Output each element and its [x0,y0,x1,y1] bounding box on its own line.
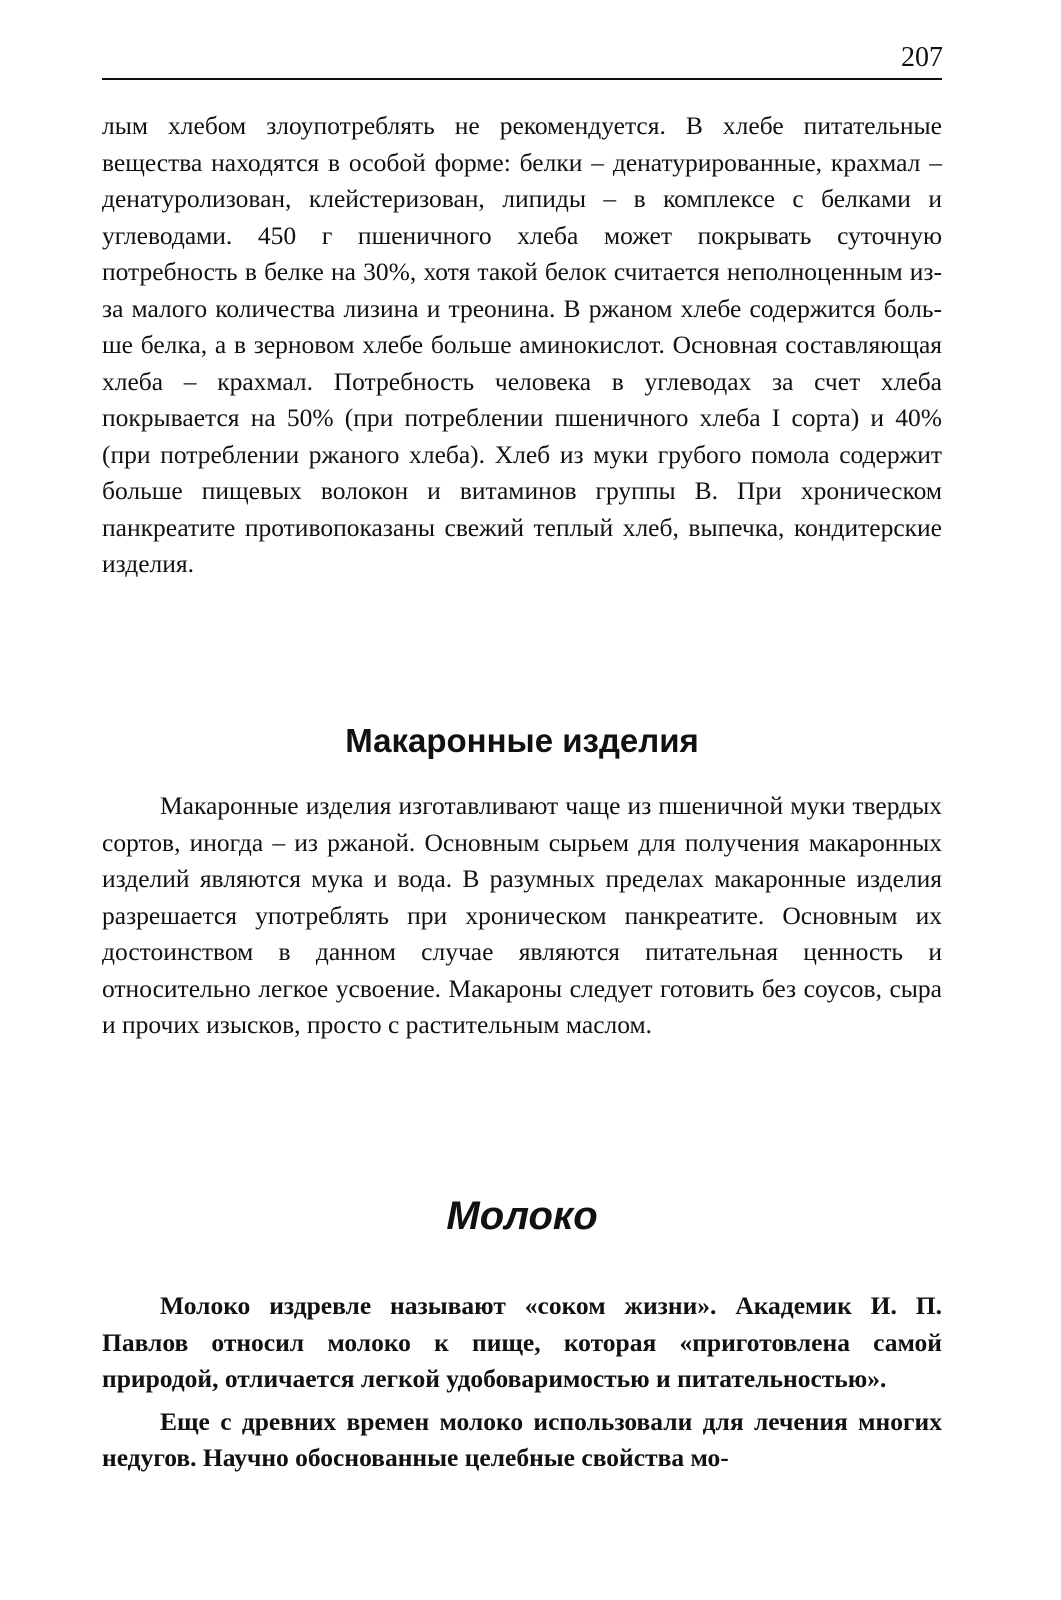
pasta-section-block [102,788,942,1044]
milk-chapter-heading: Молоко [446,1194,598,1238]
milk-paragraph-1: Молоко издревле называют «соком жизни». Академик И. П. Павлов относил молоко к пище, которая «приготовлена самой природой, отличается легкой удобоваримостью и питательностью». [102,1291,942,1393]
milk-section-block [102,1288,942,1477]
milk-paragraph-2: Еще с древних времен молоко использовали для лечения многих недугов. Научно обоснованные целебные свойства мо- [102,1406,942,1472]
bread-continuation-block [102,108,942,583]
pasta-paragraph: Макаронные изделия изготавливают чаще из пшеничной муки твердых сортов, иногда – из ржаной. Основным сырьем для получения макаронных изделий являются мука и вода. В разумных пределах макаронные изделия разрешается употреблять при хроническом панкреатите. Основным их достоинством в данном случае являются питательная ценность и относительно легкое усвоение. Макароны следует готовить без соусов, сыра и прочих изысков, просто с растительным маслом. [102,791,942,1039]
page-number: 207 [901,42,943,73]
header-rule [102,78,942,80]
bread-continuation-paragraph: лым хлебом злоупотреблять не рекомендуется. В хлебе питательные вещества находятся в особой форме: белки – денатурированные, крахмал – денатуролизован, клейстеризован, липиды – в комплексе с белками и углеводами. 450 г пшеничного хлеба может покрывать суточную потребность в белке на 30%, хотя такой белок считается неполноценным из-за малого количества лизина и треонина. В ржаном хлебе содержится больше белка, а в зерновом хлебе больше аминокислот. Основная составляющая хлеба – крахмал. Потребность человека в углеводах за счет хлеба покрывается на 50% (при потреблении пшеничного хлеба I сорта) и 40% (при потреблении ржаного хлеба). Хлеб из муки грубого помола содержит больше пищевых волокон и витаминов группы В. При хроническом панкреатите противопоказаны свежий теплый хлеб, выпечка, кондитерские изделия. [102,111,942,578]
pasta-section-heading: Макаронные изделия [345,722,699,759]
